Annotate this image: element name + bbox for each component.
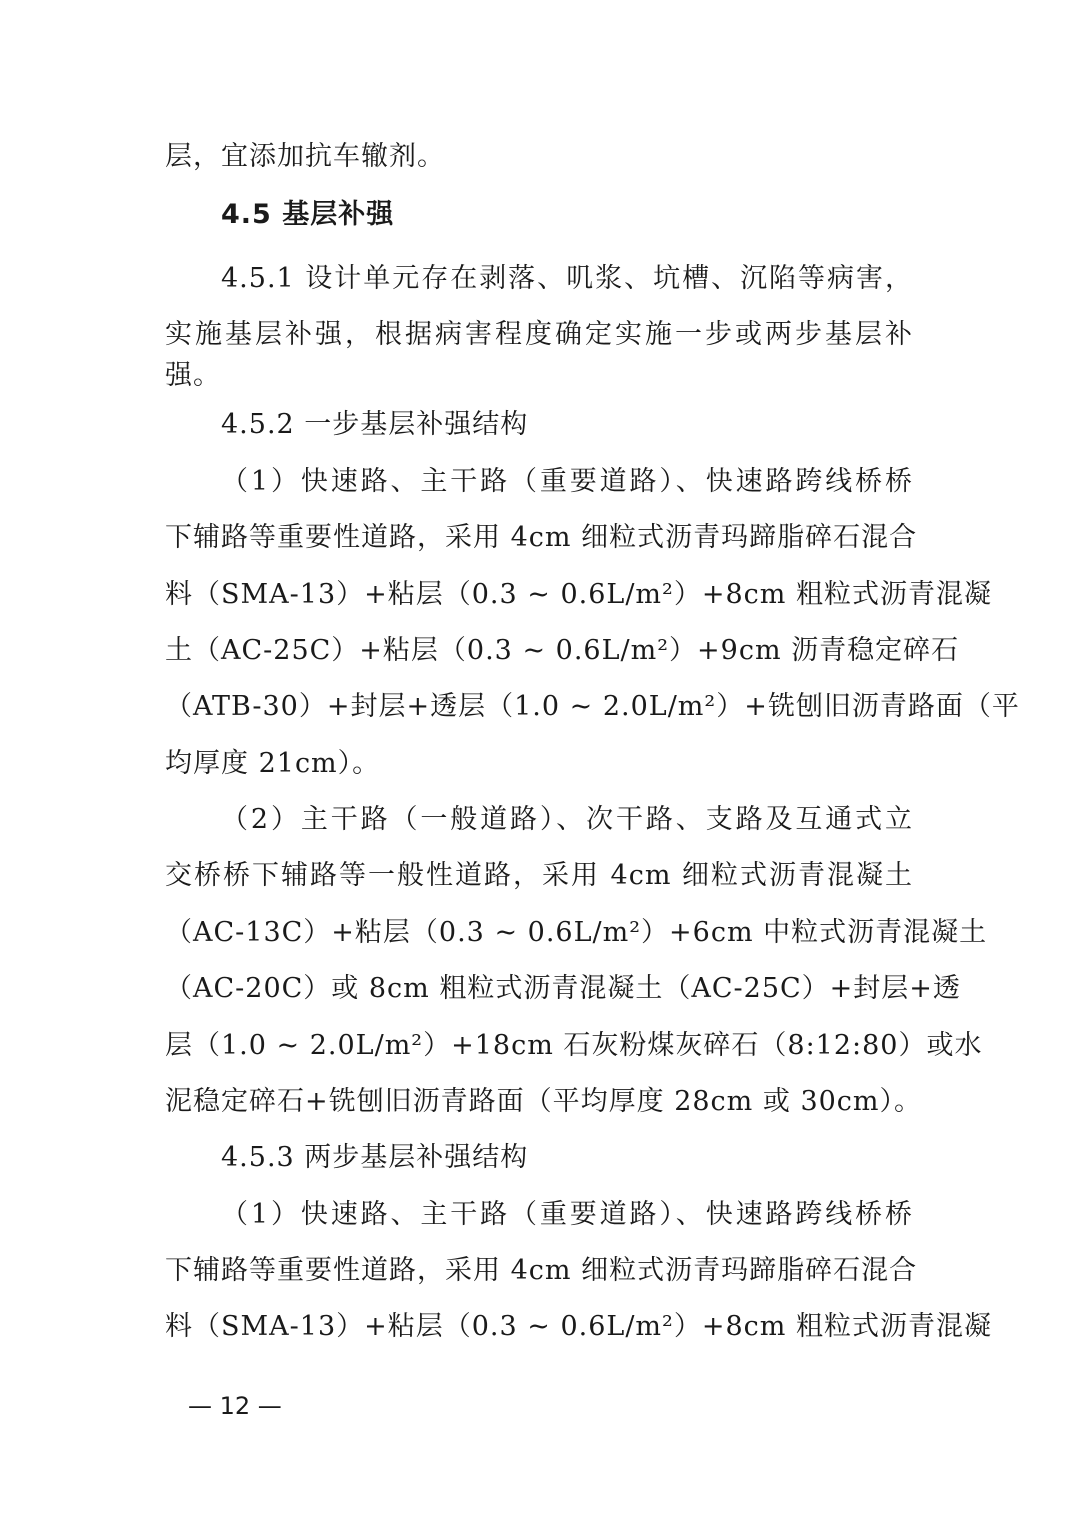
paragraph-line: 下辅路等重要性道路，采用 4cm 细粒式沥青玛蹄脂碎石混合 <box>165 1255 918 1286</box>
subsection-heading: 4.5.2 一步基层补强结构 <box>221 409 529 440</box>
paragraph-line: 强。 <box>165 360 221 391</box>
paragraph-line: 层，宜添加抗车辙剂。 <box>165 141 445 172</box>
paragraph-line: （1）快速路、主干路（重要道路）、快速路跨线桥桥 <box>221 1199 913 1230</box>
paragraph-line: 层（1.0 ~ 2.0L/m²）+18cm 石灰粉煤灰碎石（8:12:80）或水 <box>165 1030 983 1061</box>
paragraph-line: 泥稳定碎石+铣刨旧沥青路面（平均厚度 28cm 或 30cm）。 <box>165 1086 923 1117</box>
paragraph-line: 下辅路等重要性道路，采用 4cm 细粒式沥青玛蹄脂碎石混合 <box>165 522 918 553</box>
paragraph-line: （1）快速路、主干路（重要道路）、快速路跨线桥桥 <box>221 466 913 497</box>
page-number: — 12 — <box>188 1392 282 1420</box>
paragraph-line: （AC-20C）或 8cm 粗粒式沥青混凝土（AC-25C）+封层+透 <box>165 973 961 1004</box>
paragraph-line: （2）主干路（一般道路）、次干路、支路及互通式立 <box>221 804 913 835</box>
paragraph-line: 土（AC-25C）+粘层（0.3 ~ 0.6L/m²）+9cm 沥青稳定碎石 <box>165 635 960 666</box>
subsection-heading: 4.5.3 两步基层补强结构 <box>221 1142 529 1173</box>
paragraph-line: 均厚度 21cm）。 <box>165 748 381 779</box>
paragraph-line: 料（SMA-13）+粘层（0.3 ~ 0.6L/m²）+8cm 粗粒式沥青混凝 <box>165 579 992 610</box>
paragraph-line: 4.5.1 设计单元存在剥落、叽浆、坑槽、沉陷等病害， <box>221 263 913 294</box>
paragraph-line: 料（SMA-13）+粘层（0.3 ~ 0.6L/m²）+8cm 粗粒式沥青混凝 <box>165 1311 992 1342</box>
paragraph-line: 实施基层补强，根据病害程度确定实施一步或两步基层补 <box>165 319 913 350</box>
paragraph-line: （ATB-30）+封层+透层（1.0 ~ 2.0L/m²）+铣刨旧沥青路面（平 <box>165 691 1020 722</box>
paragraph-line: （AC-13C）+粘层（0.3 ~ 0.6L/m²）+6cm 中粒式沥青混凝土 <box>165 917 988 948</box>
paragraph-line: 交桥桥下辅路等一般性道路，采用 4cm 细粒式沥青混凝土 <box>165 860 913 891</box>
section-heading: 4.5 基层补强 <box>221 199 395 230</box>
